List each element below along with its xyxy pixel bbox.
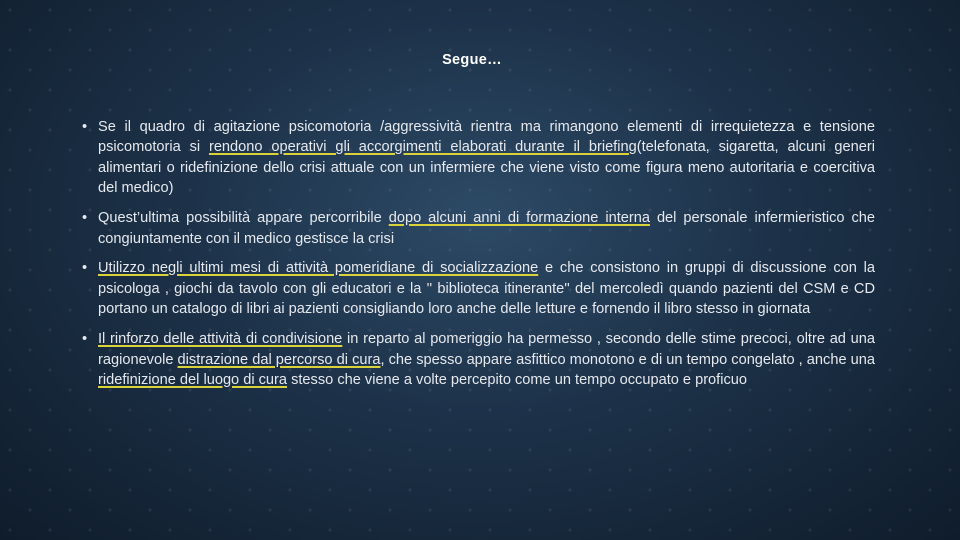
highlighted-text: distrazione dal percorso di cura — [177, 351, 381, 368]
slide-title: Segue… — [442, 52, 502, 68]
bullet-list — [82, 117, 875, 400]
bullet-text: (telefonata, sigaretta, alcuni generi alimentari o ridefinizione dello crisi attuale con un infermiere che viene visto come figura meno autoritaria e coercitiva del medico) — [98, 139, 875, 197]
highlighted-text: dopo alcuni anni di formazione interna — [388, 210, 650, 227]
bullet-text: e che consistono in gruppi di discussione con la psicologa , giochi da tavolo con gli educatori e la '' biblioteca itinerante'' del mercoledì quando pazienti del CSM e CD portano un catalogo di libri ai pazienti consigliando loro anche delle letture e fornendo il libro stesso in giornata — [98, 260, 876, 318]
bullet-text: Quest’ultima possibilità appare percorribile — [98, 210, 389, 227]
bullet-icon: • — [82, 260, 88, 277]
bullet-icon: • — [82, 119, 88, 135]
bullet-text: del personale infermieristico che congiuntamente con il medico gestisce la crisi — [98, 210, 875, 247]
bullet-icon: • — [82, 210, 88, 227]
highlighted-text: ridefinizione del luogo di cura — [98, 371, 288, 388]
bullet-text: stesso che viene a volte percepito come un tempo occupato e proficuo — [287, 371, 748, 388]
bullet-text: , che spesso appare asfittico monotono e di un tempo congelato , anche una — [380, 351, 875, 368]
highlighted-text: rendono operativi gli accorgimenti elaborati durante il briefing — [208, 139, 637, 156]
highlighted-text: Il rinforzo delle attività di condivisione — [98, 331, 343, 348]
bullet-text: in reparto al pomeriggio ha permesso , secondo delle stime precoci, oltre ad una ragionevole — [98, 331, 876, 368]
bullet-item — [82, 329, 875, 390]
bullet-text: Se il quadro di agitazione psicomotoria /aggressività rientra ma rimangono elementi di irrequietezza e tensione psicomotoria si — [98, 119, 875, 156]
bullet-item — [82, 208, 875, 249]
bullet-item — [82, 258, 875, 319]
bullet-icon: • — [82, 331, 88, 348]
highlighted-text: Utilizzo negli ultimi mesi di attività pomeridiane di socializzazione — [98, 260, 539, 277]
bullet-item — [82, 117, 875, 199]
